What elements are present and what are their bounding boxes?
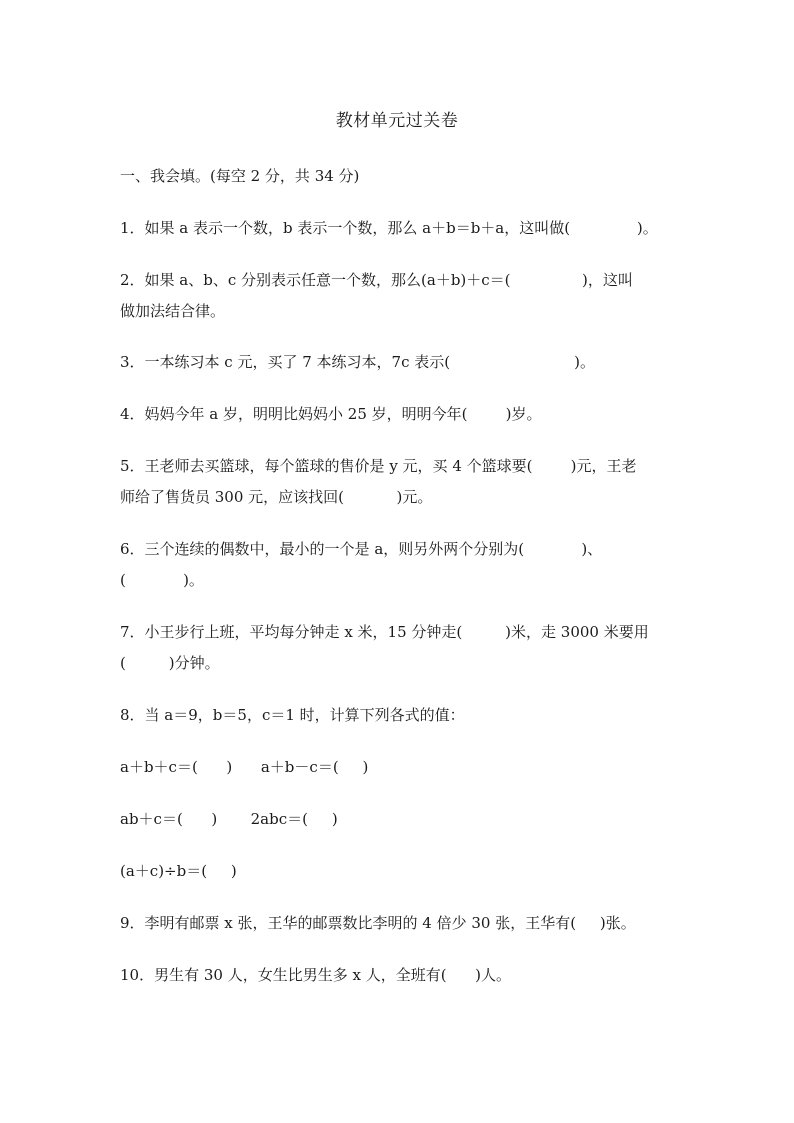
question-7-line-1: 7．小王步行上班，平均每分钟走 x 米，15 分钟走( )米，走 3000 米要用 (120, 623, 649, 641)
page-title: 教材单元过关卷 (335, 111, 459, 131)
question-7-line-2: ( )分钟。 (120, 654, 220, 672)
question-8-expressions-1: a＋b＋c＝( ) a＋b－c＝( ) (120, 758, 369, 776)
question-2-line-2: 做加法结合律。 (120, 302, 226, 320)
question-5-line-1: 5．王老师去买篮球，每个篮球的售价是 y 元，买 4 个篮球要( )元，王老 (120, 457, 637, 475)
question-8-expressions-2: ab＋c＝( ) 2abc＝( ) (120, 810, 338, 828)
question-1: 1．如果 a 表示一个数，b 表示一个数，那么 a＋b＝b＋a，这叫做( )。 (120, 219, 658, 237)
question-9: 9．李明有邮票 x 张，王华的邮票数比李明的 4 倍少 30 张，王华有( )张。 (120, 914, 636, 932)
question-8-expressions-3: (a＋c)÷b＝( ) (120, 862, 237, 880)
question-8: 8．当 a＝9，b＝5，c＝1 时，计算下列各式的值： (120, 706, 465, 724)
section-heading: 一、我会填。(每空 2 分，共 34 分) (120, 167, 360, 185)
question-6-line-1: 6．三个连续的偶数中，最小的一个是 a，则另外两个分别为( )、 (120, 540, 603, 558)
question-5-line-2: 师给了售货员 300 元，应该找回( )元。 (120, 488, 433, 506)
question-2-line-1: 2．如果 a、b、c 分别表示任意一个数，那么(a＋b)＋c＝( )，这叫 (120, 271, 633, 289)
question-4: 4．妈妈今年 a 岁，明明比妈妈小 25 岁，明明今年( )岁。 (120, 405, 542, 423)
question-6-line-2: ( )。 (120, 571, 204, 589)
question-10: 10．男生有 30 人，女生比男生多 x 人，全班有( )人。 (120, 966, 512, 984)
question-3: 3．一本练习本 c 元，买了 7 本练习本，7c 表示( )。 (120, 353, 595, 371)
